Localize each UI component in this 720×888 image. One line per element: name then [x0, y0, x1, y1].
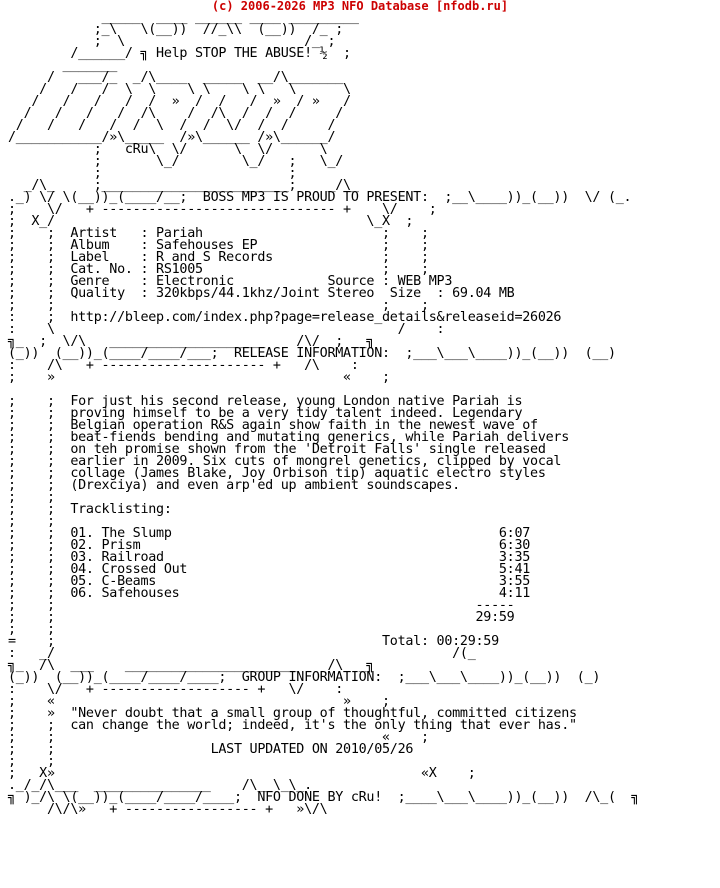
site-credit-header: (c) 2006-2026 MP3 NFO Database [nfodb.ru]: [211, 0, 509, 13]
nfo-text-body: _____ ____ ______ ____ _________ ;_\ \(__)) //_\\ (__)) /_ ; ; \ /_ ; /______/ ╗ Help STOP THE ABUSE! ½ ; _______ / ___/_ _/\____ _____ __/\_______ / / / \ \ \ \ \ \ \ \ / / / / / » / / / » / » / / / / / /\ / /\ / / / / / / / / / \ / / \/ / / / /___________/»\_____ /»\______ /»\______/ ; cRu\ \/ \ \/ \ ; \_/ \_/ ; \_/ ; ; _/\_ ;________________________; _/\_ ._) \/ \(__))_(____/__; BOSS MP3 IS PROUD TO PRESENT: ;__\____))_(__)) \/ (_. ; \/ + ------------------------------ + \/ ; ; X_/ \_X ; ; ; Artist : Pariah ; ; ; ; Album : Safehouses EP ; ; ; ; Label : R and S Records ; ; ; ; Cat. No. : RS1005 ; ; ; ; Genre : Electronic Source : WEB MP3 ; ; Quality : 320kbps/44.1khz/Joint Stereo Size : 69.04 MB ; ; ; ; : ; http://bleep.com/index.php?page=release_details&releaseid=26026 : \ / : ╗_ ; \/\ ____________________ /\/ ; _╗ (_)) (__))_(____/____/___; RELEASE INFORMATION: ;___\___\____))_(__)) (__) : /\ + --------------------- + /\ : ; » « ; ; ; For just his second release, young London native Pariah is ; ; proving himself to be a very tidy talent indeed. Legendary ; ; Belgian operation R&S again show faith in the newest wave of ; ; beat-fiends bending and mutating generics, while Pariah delivers ; ; on teh promise shown from the 'Detroit Falls' single released ; ; earlier in 2009. Six cuts of mongrel genetics, clipped by vocal ; ; collage (James Blake, Joy Orbison tip) aquatic electro styles ; ; (Drexciya) and even arp'ed up ambient soundscapes. ; ; ; ; Tracklisting: ; ; ; ; 01. The Slump 6:07 ; ; 02. Prism 6:30 ; ; 03. Railroad 3:35 ; ; 04. Crossed Out 5:41 ; ; 05. C-Beams 3:55 ; ; 06. Safehouses 4:11 ; ; ----- ; ; 29:59 ; ; = ; Total: 00:29:59 : _/ /(_ ╗_ /\ ___ ______________________ /\ _╗ (_)) (__))_(____/____/____; GROUP INFORMATION: ;___\___\____))_(__)) (_) : \/ + ------------------- + \/ : ; « » ; ; » "Never doubt that a small group of thoughtful, committed citizens ; ; can change the world; indeed, it's the only thing that ever has." ; ; « ; ; ; LAST UPDATED ON 2010/05/26 ; ; ; X» «X ; ._/_/\___ _______________ /\__\_\_. ╗ )_/\ \(__))_(____/____/____; NFO DONE BY cRu! ;____\___\____))_(__)) /\_( ╗ /\/\» + ----------------- + »\/\: [8, 10, 640, 817]
